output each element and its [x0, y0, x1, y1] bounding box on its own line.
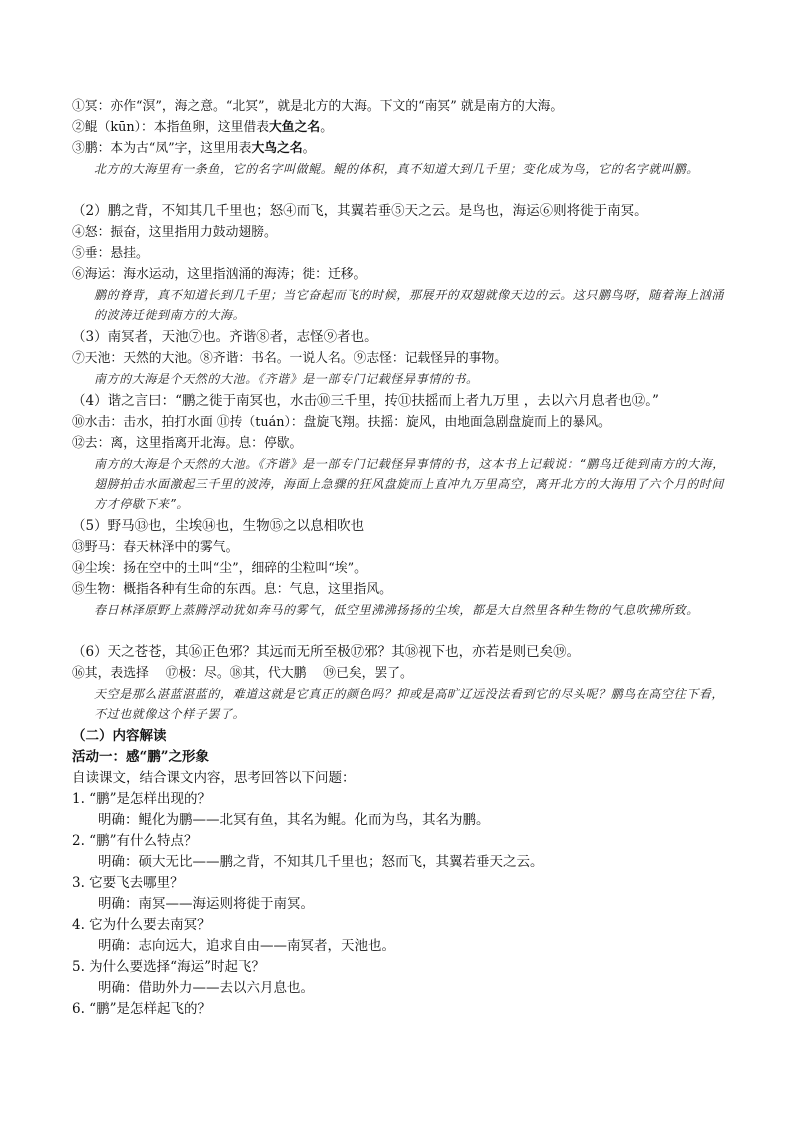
note-3-text: ③鹏：本为古“凤”字，这里用表 — [72, 141, 252, 156]
note-13: ⑬野马：春天林泽中的雾气。 — [72, 540, 239, 555]
document-body — [72, 96, 732, 1020]
section-6-text: （6）天之苍苍，其⑯正色邪？其远而无所至极⑰邪？其⑱视下也，亦若是则已矣⑲。 — [72, 644, 581, 660]
translation-1: 北方的大海里有一条鱼，它的名字叫做鲲。鲲的体积，真不知道大到几千里；变化成为鸟，它的名字就叫鹏。 — [94, 162, 699, 176]
answer-4: 明确：志向远大，追求自由——南冥者，天池也。 — [98, 938, 395, 954]
note-1: ①冥：亦作“溟”，海之意。“北冥”，就是北方的大海。下文的“南冥” 就是南方的大海。 — [72, 99, 564, 114]
note-15: ⑮生物：概指各种有生命的东西。息：气息，这里指风。 — [72, 582, 392, 597]
question-2: 2. “鹏”有什么特点？ — [72, 833, 198, 849]
translation-6: 天空是那么湛蓝湛蓝的，难道这就是它真正的颜色吗？抑或是高旷辽远没法看到它的尽头呢？鹏鸟在高空往下看，不过也就像这个样子罢了。 — [94, 687, 725, 721]
notes-10-11: ⑩水击：击水，拍打水面 ⑪抟（tuán）：盘旋飞翔。扶摇：旋风，由地面急剧盘旋而上的暴风。 — [72, 415, 611, 430]
answer-5: 明确：借助外力——去以六月息也。 — [98, 980, 314, 996]
note-3-end: 。 — [302, 141, 316, 156]
notes-16-19: ⑯其，表选择 ⑰极：尽。⑱其，代大鹏 ⑲已矣，罢了。 — [72, 666, 413, 681]
section-2-text: （2）鹏之背，不知其几千里也；怒④而飞，其翼若垂⑤天之云。是鸟也，海运⑥则将徙于南冥。 — [72, 203, 648, 219]
note-2-text: ②鲲（kūn）：本指鱼卵，这里借表 — [72, 120, 269, 135]
section-3-text: （3）南冥者，天池⑦也。齐谐⑧者，志怪⑨者也。 — [72, 329, 378, 345]
note-3 — [72, 138, 732, 159]
notes-7-9: ⑦天池：天然的大池。⑧齐谐：书名。一说人名。⑨志怪：记载怪异的事物。 — [72, 351, 508, 366]
part-2-heading: （二）内容解读 — [72, 728, 167, 744]
note-6: ⑥海运：海水运动，这里指汹涌的海涛；徙：迁移。 — [72, 267, 367, 282]
section-5-text: （5）野马⑬也，尘埃⑭也，生物⑮之以息相吹也 — [72, 518, 365, 534]
note-2 — [72, 117, 732, 138]
note-2-bold: 大鱼之名 — [269, 120, 321, 135]
activity-1-heading: 活动一：感“鹏”之形象 — [72, 749, 210, 765]
question-3: 3. 它要飞去哪里？ — [72, 875, 184, 891]
translation-5: 春日林泽原野上蒸腾浮动犹如奔马的雾气，低空里沸沸扬扬的尘埃，都是大自然里各种生物的气息吹拂所致。 — [94, 603, 699, 617]
note-5: ⑤垂：悬挂。 — [72, 246, 149, 261]
note-14: ⑭尘埃：扬在空中的土叫“尘”，细碎的尘粒叫“埃”。 — [72, 561, 367, 576]
answer-2: 明确：硕大无比——鹏之背，不知其几千里也；怒而飞，其翼若垂天之云。 — [98, 854, 544, 870]
answer-3: 明确：南冥——海运则将徙于南冥。 — [98, 896, 314, 912]
translation-2: 鹏的脊背，真不知道长到几千里；当它奋起而飞的时候，那展开的双翅就像天边的云。这只鹏鸟呀，随着海上汹涌的波涛迁徙到南方的大海。 — [94, 288, 725, 322]
question-5: 5. 为什么要选择“海运”时起飞？ — [72, 959, 265, 975]
section-4-text: （4）谐之言曰：“鹏之徙于南冥也，水击⑩三千里，抟⑪扶摇而上者九万里 ，去以六月息者也⑫。” — [72, 393, 659, 409]
translation-3: 南方的大海是个天然的大池。《齐谐》是一部专门记载怪异事情的书。 — [94, 372, 479, 386]
question-1: 1. “鹏”是怎样出现的？ — [72, 791, 211, 807]
note-4: ④怒：振奋，这里指用力鼓动翅膀。 — [72, 225, 277, 240]
note-12: ⑫去：离，这里指离开北海。息：停歇。 — [72, 436, 303, 451]
note-2-end: 。 — [320, 120, 333, 135]
note-3-bold: 大鸟之名 — [251, 141, 303, 156]
answer-1: 明确：鲲化为鹏——北冥有鱼，其名为鲲。化而为鸟，其名为鹏。 — [98, 812, 490, 828]
question-4: 4. 它为什么要去南冥？ — [72, 917, 211, 933]
translation-4: 南方的大海是个天然的大池。《齐谐》是一部专门记载怪异事情的书，这本书上记载说：“鹏鸟迁徙到南方的大海，翅膀拍击水面激起三千里的波涛，海面上急骤的狂风盘旋而上直冲九万里高空，离开北方的大海用了六个月的时间方才停歇下来”。 — [94, 457, 725, 511]
question-6: 6. “鹏”是怎样起飞的？ — [72, 1001, 211, 1017]
instructions: 自读课文，结合课文内容，思考回答以下问题： — [72, 770, 356, 786]
